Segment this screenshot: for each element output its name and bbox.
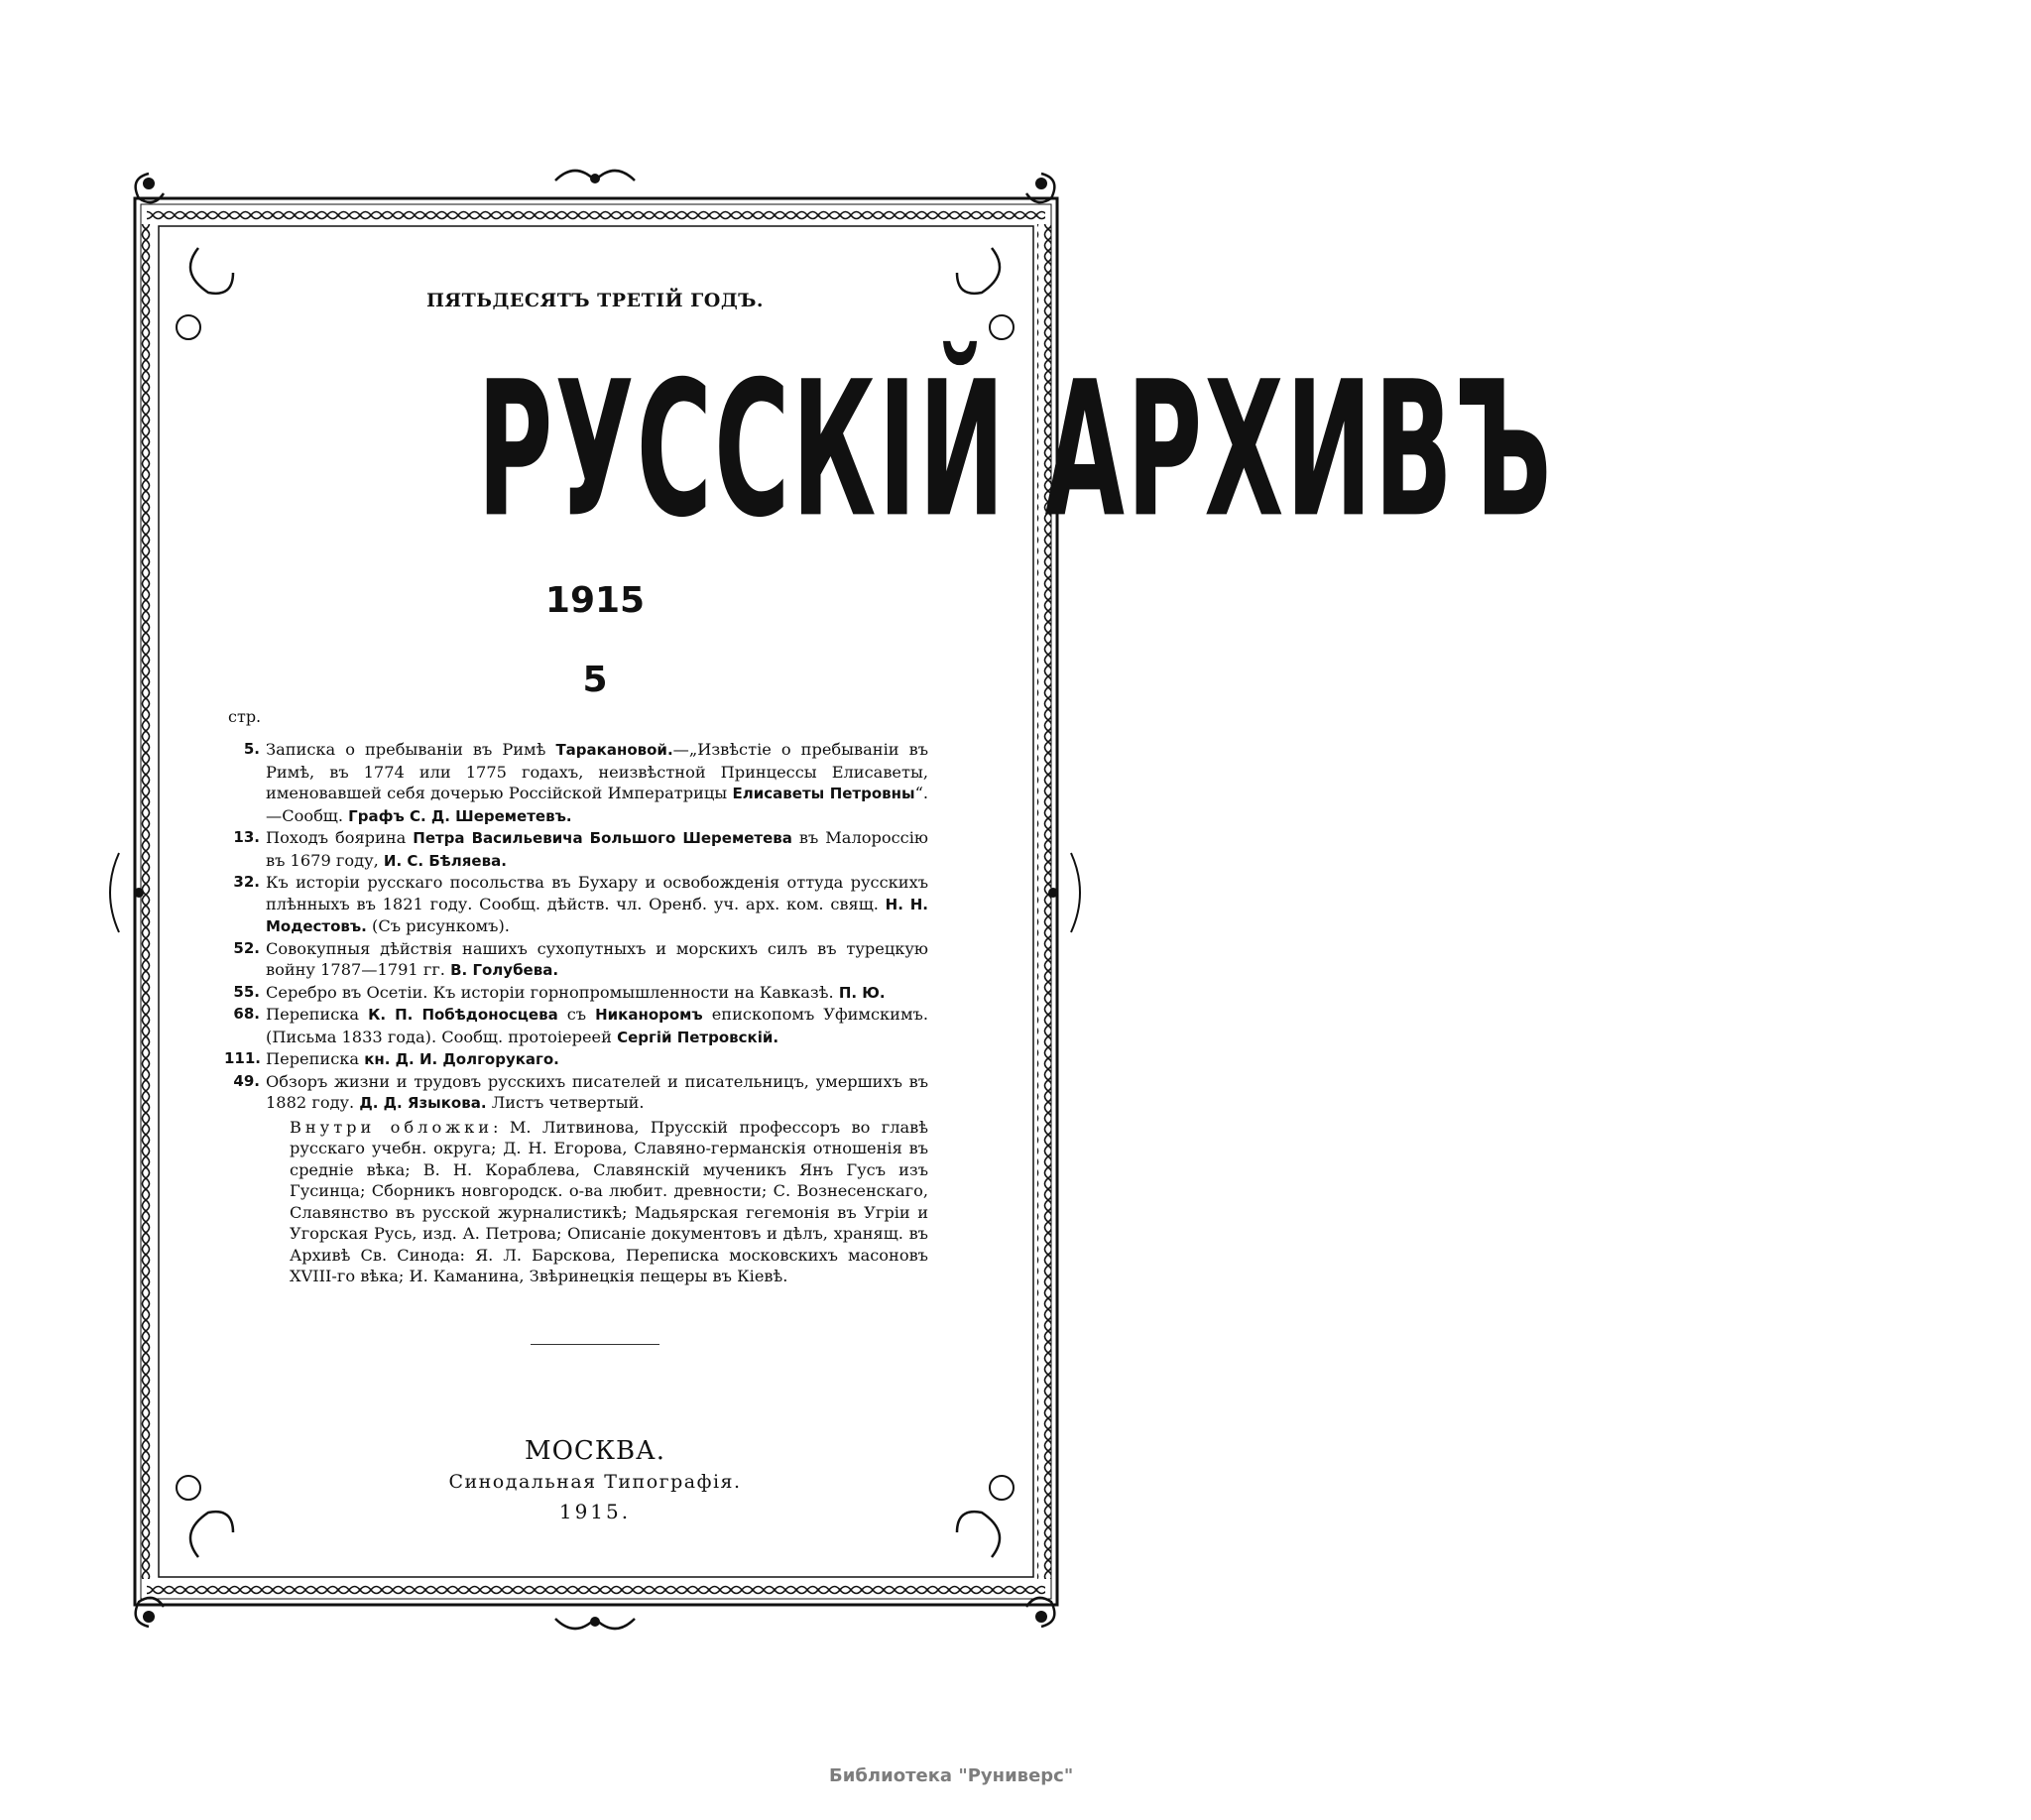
toc-text-run: Переписка bbox=[266, 1049, 365, 1068]
toc-text-run: Походъ боярина bbox=[266, 828, 414, 847]
toc-page-number: 111. bbox=[224, 1049, 262, 1067]
toc-emphasis: Никаноромъ bbox=[595, 1006, 703, 1024]
table-of-contents bbox=[224, 739, 928, 1287]
toc-text-run: Листъ четвертый. bbox=[486, 1093, 645, 1112]
toc-page-number: 5. bbox=[243, 740, 260, 758]
toc-entry bbox=[224, 739, 928, 827]
toc-text-run: “.—Сообщ. bbox=[266, 784, 928, 825]
toc-page-number: 68. bbox=[233, 1005, 260, 1023]
toc-page-number: 32. bbox=[233, 873, 260, 891]
toc-text-run: Обзоръ жизни и трудовъ русскихъ писателей и писательницъ, умершихъ въ 1882 году. bbox=[266, 1071, 928, 1112]
toc-emphasis: П. Ю. bbox=[838, 983, 886, 1002]
toc-entry-text bbox=[266, 827, 928, 872]
toc-entry-text bbox=[266, 938, 928, 982]
journal-title-text: РУССКІЙ АРХИВЪ bbox=[477, 341, 1554, 559]
inner-cover-note bbox=[290, 1117, 928, 1287]
toc-entry bbox=[224, 1071, 928, 1115]
toc-emphasis: К. П. Побѣдоносцева bbox=[368, 1006, 558, 1024]
toc-page-number: 49. bbox=[233, 1071, 260, 1090]
toc-text-run: съ bbox=[557, 1005, 596, 1024]
library-watermark: Библиотека "Руниверс" bbox=[829, 1765, 1074, 1786]
imprint-year: 1915. bbox=[558, 1500, 632, 1523]
toc-entry bbox=[224, 938, 928, 982]
toc-emphasis: Петра Васильевича Большого Шереметева bbox=[413, 829, 792, 847]
toc-emphasis: Сергій Петровскій. bbox=[617, 1028, 779, 1046]
toc-entry bbox=[224, 1048, 928, 1071]
toc-page-number: 52. bbox=[233, 938, 260, 957]
toc-text-run: Записка о пребываніи въ Римѣ bbox=[266, 740, 556, 759]
toc-emphasis: Елисаветы Петровны bbox=[732, 785, 915, 802]
toc-text-run: Серебро въ Осетіи. Къ исторіи горнопромышленности на Кавказѣ. bbox=[266, 982, 839, 1002]
toc-list bbox=[224, 739, 928, 1115]
toc-text-run: Переписка bbox=[266, 1005, 369, 1024]
volume-year-label: ПЯТЬДЕСЯТЪ ТРЕТІЙ ГОДЪ. bbox=[425, 290, 765, 311]
imprint-press: Синодальная Типографія. bbox=[448, 1471, 742, 1493]
page-column-label: стр. bbox=[228, 707, 262, 726]
toc-text-run: епископомъ Уфимскимъ. (Письма 1833 года). Сообщ. протоіереей bbox=[266, 1005, 929, 1046]
toc-emphasis: Н. Н. Модестовъ. bbox=[266, 895, 928, 935]
toc-emphasis: Д. Д. Языкова. bbox=[359, 1094, 487, 1112]
toc-text-run: въ Малороссію въ 1679 году, bbox=[266, 828, 928, 870]
inner-cover-label: Внутри обложки bbox=[290, 1117, 493, 1137]
toc-text-run: Совокупныя дѣйствія нашихъ сухопутныхъ и морскихъ силъ въ турецкую войну 1787—1791 гг. bbox=[266, 938, 928, 979]
toc-entry-text bbox=[266, 872, 928, 938]
toc-emphasis: И. С. Бѣляева. bbox=[383, 851, 507, 870]
toc-text-run: Къ исторіи русскаго посольства въ Бухару и освобожденія оттуда русскихъ плѣнныхъ въ 1821 году. Сообщ. дѣйств. чл. Оренб. уч. арх. ком. свящ. bbox=[266, 873, 928, 913]
inner-cover-text: : М. Литвинова, Прусскій профессоръ во главѣ русскаго учебн. округа; Д. Н. Егорова, Славяно-германскія отношенія въ средніе вѣка; В. Н. Кораблева, Славянскій мученикъ Янъ Гусъ изъ Гусинца; Сборникъ новгородск. о-ва любит. древности; С. Вознесенскаго, Славянство въ русской журналистикѣ; Мадьярская гегемонія въ Угріи и Угорская Русь, изд. А. Петрова; Описаніе документовъ и дѣлъ, хранящ. въ Архивѣ Св. Синода: Я. Л. Барскова, Переписка московскихъ масоновъ XVIII-го вѣка; И. Каманина, Звѣринецкія пещеры въ Кіевѣ. bbox=[290, 1117, 928, 1285]
toc-emphasis: кн. Д. И. Долгорукаго. bbox=[364, 1050, 559, 1068]
journal-title bbox=[0, 341, 1554, 559]
toc-emphasis: Таракановой. bbox=[555, 741, 673, 759]
imprint-city: МОСКВА. bbox=[524, 1436, 665, 1466]
toc-text-run: —„Извѣстіе о пребываніи въ Римѣ, въ 1774 или 1775 годахъ, неизвѣстной Принцессы Елисаветы, именовавшей себя дочерью Россійской Императрицы bbox=[266, 740, 928, 802]
toc-emphasis: В. Голубева. bbox=[450, 961, 559, 979]
toc-emphasis: Графъ С. Д. Шереметевъ. bbox=[348, 806, 572, 825]
issue-number: 5 bbox=[582, 660, 608, 700]
toc-entry bbox=[224, 827, 928, 872]
separator-rule bbox=[531, 1344, 659, 1345]
toc-page-number: 13. bbox=[233, 828, 260, 846]
toc-entry-text bbox=[266, 1004, 928, 1048]
toc-entry bbox=[224, 872, 928, 938]
toc-text-run: (Съ рисункомъ). bbox=[366, 916, 510, 935]
toc-entry bbox=[224, 1004, 928, 1048]
toc-entry-text bbox=[266, 982, 928, 1005]
toc-entry bbox=[224, 982, 928, 1005]
publication-year: 1915 bbox=[544, 580, 646, 621]
toc-entry-text bbox=[266, 1048, 928, 1071]
toc-entry-text bbox=[266, 1071, 928, 1115]
toc-page-number: 55. bbox=[233, 982, 260, 1001]
toc-entry-text bbox=[266, 739, 928, 827]
